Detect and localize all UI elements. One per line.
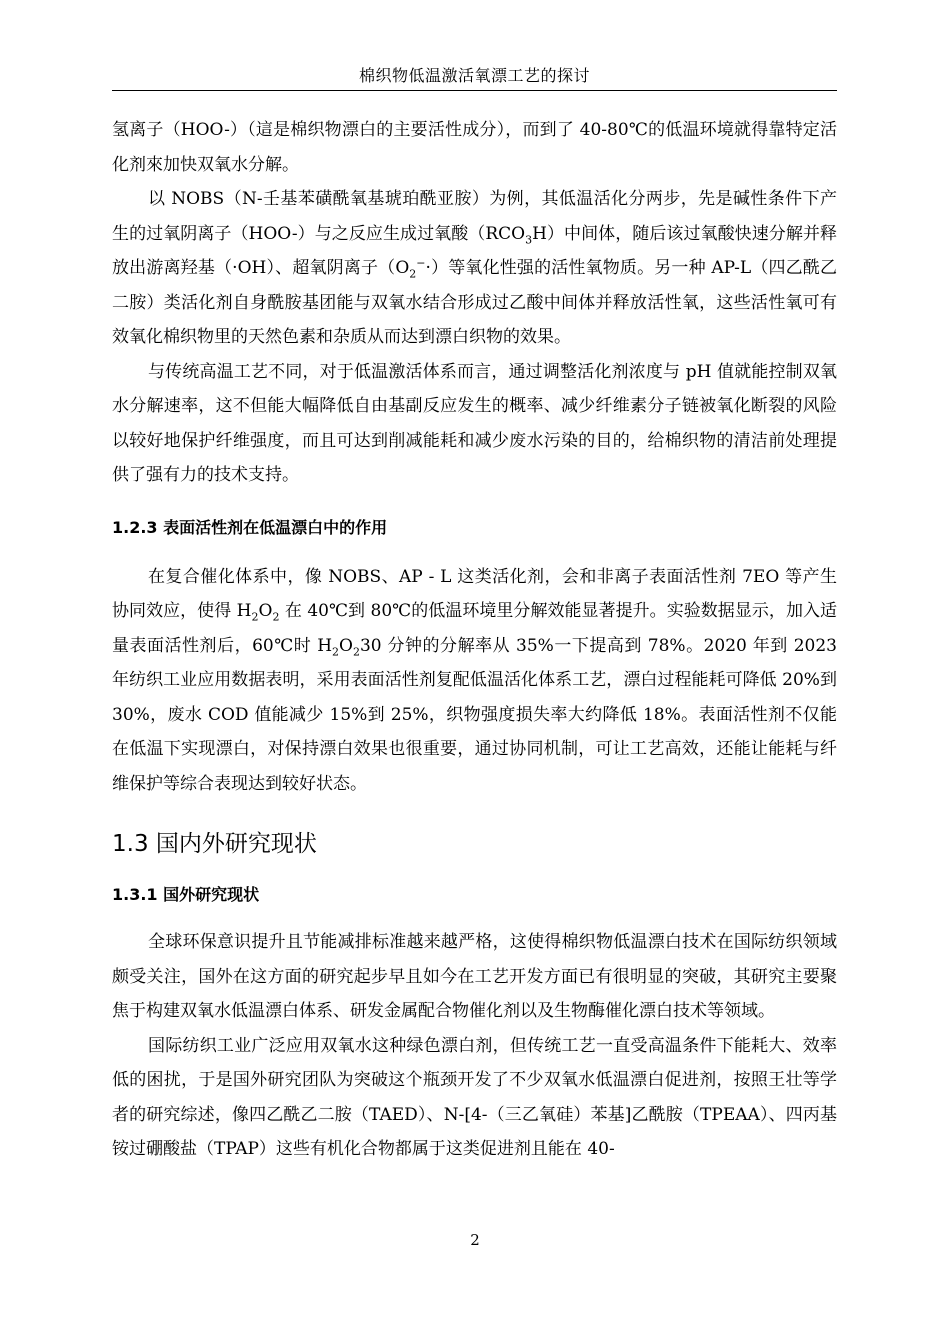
text-run: H）中间体，随后该过氧酸快速分解并释放出游离羟基（·OH）、超氧阴离子（O (112, 223, 838, 278)
subscript: 2 (352, 644, 360, 658)
text-run: 在 40℃到 80℃的低温环境里分解效能显著提升。实验数据显示，加入适量表面活性剂后，60℃时 H (112, 601, 838, 656)
text-run: 30 分钟的分解率从 35%一下提高到 78%。2020 年到 2023 年纺织工业应用数据表明，采用表面活性剂复配低温活化体系工艺，漂白过程能耗可降低 20%到 30%，废水 COD 值能减少 15%到 25%，织物强度损失率大约降低 18%。表面活性剂不仅能在低温下实现漂白，对保持漂白效果也很重要，通过协同机制，可让工艺高效，还能让能耗与纤维保护等综合表现达到较好状态。 (112, 635, 837, 794)
subscript: 2 (251, 610, 259, 624)
paragraph-low-temp-advantage: 与传统高温工艺不同，对于低温激活体系而言，通过调整活化剂浓度与 pH 值就能控制双氧水分解速率，这不但能大幅降低自由基副反应发生的概率、减少纤维素分子链被氧化断裂的风险以较好地保护纤维强度，而且可达到削减能耗和减少废水污染的目的，给棉织物的清洁前处理提供了强有力的技术支持。 (112, 361, 837, 485)
paragraph-promoters: 国际纺织工业广泛应用双氧水这种绿色漂白剂，但传统工艺一直受高温条件下能耗大、效率低的困扰，于是国外研究团队为突破这个瓶颈开发了不少双氧水低温漂白促进剂，按照王壮等学者的研究综述，像四乙酰乙二胺（TAED）、N-[4-（三乙氧硅）苯基]乙酰胺（TPEAA）、四丙基铵过硼酸盐（TPAP）这些有机化合物都属于这类促进剂且能在 40- (112, 1035, 837, 1159)
paragraph-surfactant-synergy (112, 560, 837, 802)
section-heading-1-3: 1.3 国内外研究现状 (112, 831, 317, 857)
section-heading-1-2-3: 1.2.3 表面活性剂在低温漂白中的作用 (112, 517, 388, 537)
section-heading-1-3-1: 1.3.1 国外研究现状 (112, 885, 260, 904)
text-run: O (339, 635, 353, 656)
paragraph-nobs-activation (112, 182, 837, 355)
header-rule (112, 90, 837, 91)
text-run: ·）等氧化性强的活性氧物质。另一种 AP-L（四乙酰乙二胺）类活化剂自身酰胺基团能与双氧水结合形成过乙酸中间体并释放活性氧，这些活性氧可有效氧化棉织物里的天然色素和杂质从而达到漂白织物的效果。 (112, 258, 837, 347)
text-run: O (258, 601, 273, 621)
text-run: 以 NOBS（N-壬基苯磺酰氧基琥珀酰亚胺）为例，其低温活化分两步，先是碱性条件下产生的过氧阴离子（HOO-）与之反应生成过氧酸（RCO (112, 189, 837, 244)
subscript: 2 (272, 610, 280, 624)
text-run: 在复合催化体系中，像 NOBS、AP - L 这类活化剂，会和非离子表面活性剂 7EO 等产生协同效应，使得 H (112, 566, 837, 621)
body-text (112, 113, 837, 1167)
paragraph-foreign-research: 全球环保意识提升且节能减排标准越来越严格，这使得棉织物低温漂白技术在国际纺织领域颇受关注，国外在这方面的研究起步早且如今在工艺开发方面已有很明显的突破，其研究主要聚焦于构建双氧水低温漂白体系、研发金属配合物催化剂以及生物酶催化漂白技术等领域。 (112, 932, 837, 1021)
subscript: 2 (332, 644, 340, 658)
subscript: 3 (525, 232, 533, 246)
running-header: 棉织物低温激活氧漂工艺的探讨 (358, 66, 590, 85)
paragraph-continued: 氢离子（HOO-）（這是棉织物漂白的主要活性成分），而到了 40-80℃的低温环境就得靠特定活化剂來加快双氧水分解。 (112, 120, 837, 175)
subscript: 2 (409, 267, 417, 281)
page-number: 2 (470, 1231, 480, 1249)
superscript: − (416, 256, 426, 270)
